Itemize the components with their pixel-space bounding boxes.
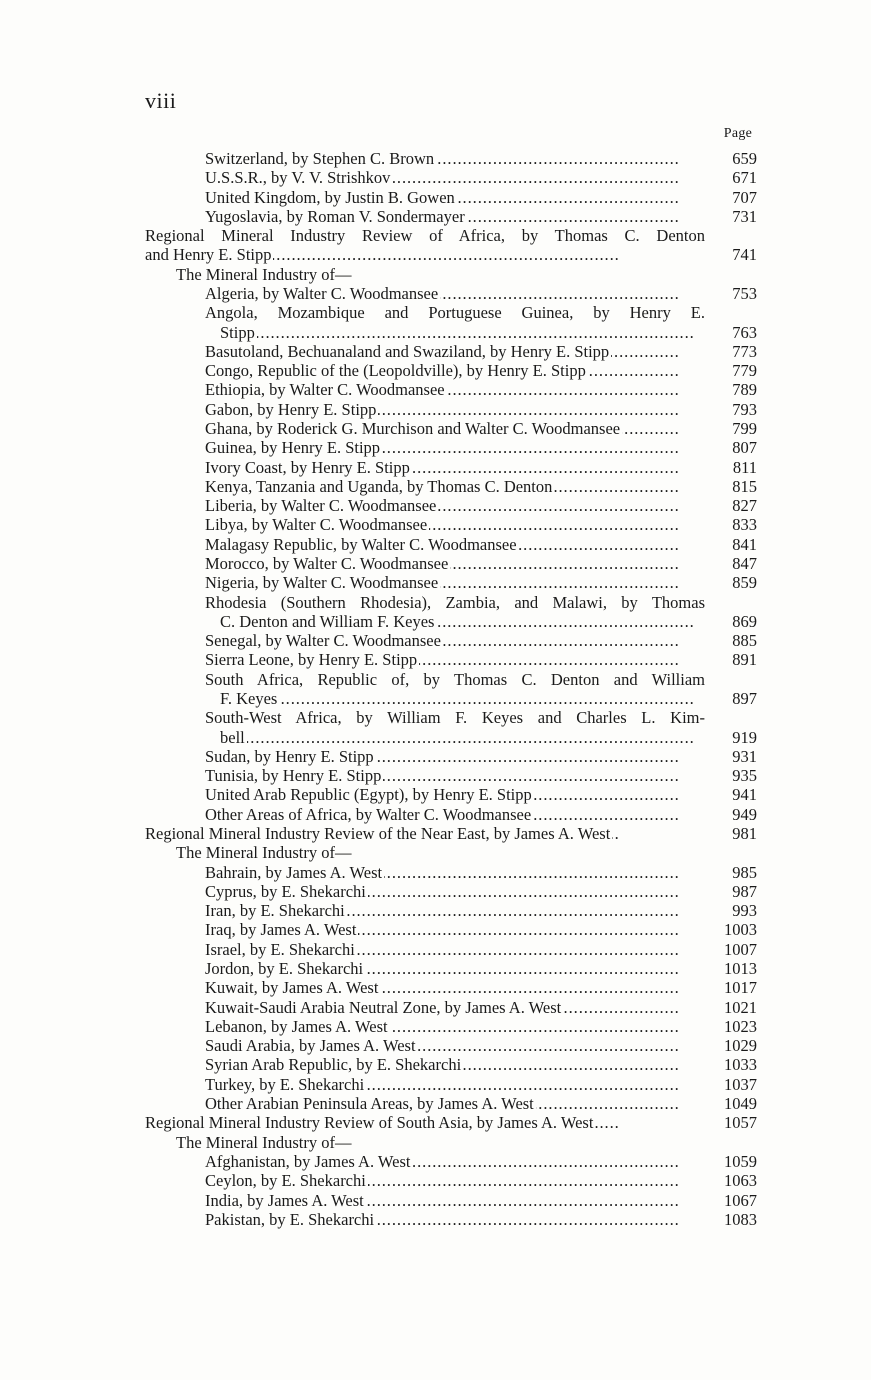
toc-entry-title-text: Guinea, by Henry E. Stipp <box>205 438 381 458</box>
toc-entry-page: 1029 <box>724 1036 757 1056</box>
toc-entry <box>0 631 871 650</box>
toc-entry-page: 763 <box>732 322 757 342</box>
page-number: viii <box>145 88 177 113</box>
toc-entry <box>0 882 871 901</box>
toc-entry-page: 807 <box>732 438 757 458</box>
toc-entry-title-text: and Henry E. Stipp <box>145 245 272 265</box>
toc-entry-title <box>205 766 705 785</box>
toc-entry <box>0 303 871 342</box>
toc-entry-title <box>205 863 705 882</box>
toc-entry-title <box>205 400 705 419</box>
toc-entry <box>0 978 871 997</box>
toc-entry <box>0 554 871 573</box>
toc-entry-page: 1021 <box>724 997 757 1017</box>
toc-entry-title <box>220 323 705 342</box>
toc-entry-title <box>205 284 705 303</box>
toc-entry-page: 847 <box>732 554 757 574</box>
toc-entry-page: 931 <box>732 746 757 766</box>
toc-entry <box>0 515 871 534</box>
toc-entry-page: 1007 <box>724 939 757 959</box>
toc-entry-title-line1: Rhodesia (Southern Rhodesia), Zambia, and Malawi, by Thomas <box>205 592 705 612</box>
toc-entry <box>0 1113 871 1132</box>
toc-entry-page: 1013 <box>724 959 757 978</box>
toc-entry-title-text: Malagasy Republic, by Walter C. Woodmansee <box>205 534 517 554</box>
toc-entry-page: 1033 <box>724 1055 757 1075</box>
toc-entry-title-text: Algeria, by Walter C. Woodmansee <box>205 283 439 303</box>
toc-entry <box>0 998 871 1017</box>
toc-entry-title <box>205 458 705 477</box>
toc-entry-page: 935 <box>732 766 757 786</box>
toc-entry-title <box>220 728 705 747</box>
toc-entry-page: 981 <box>732 823 757 843</box>
toc-entry-title-text: Saudi Arabia, by James A. West <box>205 1036 416 1056</box>
toc-entry <box>0 149 871 168</box>
toc-entry <box>0 1191 871 1210</box>
toc-entry-title-text: United Arab Republic (Egypt), by Henry E. Stipp <box>205 785 532 805</box>
toc-section-header <box>0 1133 871 1152</box>
toc-entry <box>0 1152 871 1171</box>
toc-entry <box>0 496 871 515</box>
toc-entry-title-text: Kenya, Tanzania and Uganda, by Thomas C. Denton <box>205 476 553 496</box>
toc-entry-page: 891 <box>732 650 757 670</box>
toc-entry-title-text: bell <box>220 727 245 747</box>
toc-entry-title <box>205 805 705 824</box>
toc-entry <box>0 168 871 187</box>
toc-entry-title-text: Senegal, by Walter C. Woodmansee <box>205 631 441 651</box>
toc-entry-page: 659 <box>732 149 757 168</box>
toc-entry <box>0 226 871 265</box>
toc-entry-title-text: Basutoland, Bechuanaland and Swaziland, by Henry E. Stipp <box>205 341 610 361</box>
toc-entry-title <box>205 650 705 669</box>
toc-entry-page: 833 <box>732 515 757 535</box>
toc-entry-title <box>205 1017 705 1036</box>
toc-section-header <box>0 843 871 862</box>
toc-entry-title-text: Israel, by E. Shekarchi <box>205 939 355 959</box>
toc-entry-title <box>145 1113 705 1132</box>
toc-entry-page: 859 <box>732 573 757 593</box>
toc-entry-title-text: Syrian Arab Republic, by E. Shekarchi <box>205 1055 462 1075</box>
toc-entry-title-text: Liberia, by Walter C. Woodmansee <box>205 496 437 516</box>
toc-entry <box>0 863 871 882</box>
toc-entry-title <box>205 496 705 515</box>
toc-entry-title-text: Kuwait-Saudi Arabia Neutral Zone, by James A. West <box>205 997 562 1017</box>
toc-entry-title-text: Ceylon, by E. Shekarchi <box>205 1171 366 1191</box>
toc-entry-page: 815 <box>732 476 757 496</box>
toc-entry <box>0 573 871 592</box>
toc-entry-title-text: Kuwait, by James A. West <box>205 978 379 998</box>
toc-entry <box>0 458 871 477</box>
toc-entry-page: 1067 <box>724 1190 757 1210</box>
toc-entry-title <box>205 1055 705 1074</box>
toc-entry-title-text: Tunisia, by Henry E. Stipp <box>205 766 382 786</box>
toc-entry <box>0 1055 871 1074</box>
toc-entry-title-text: Iraq, by James A. West <box>205 920 357 940</box>
toc-entry-title <box>205 1152 705 1171</box>
toc-entry <box>0 380 871 399</box>
table-of-contents <box>0 149 871 1229</box>
toc-entry-title-text: Bahrain, by James A. West <box>205 862 383 882</box>
toc-entry-page: 827 <box>732 496 757 516</box>
toc-entry <box>0 1210 871 1229</box>
toc-entry-title <box>176 1133 705 1152</box>
toc-entry <box>0 1036 871 1055</box>
toc-entry-page: 985 <box>732 862 757 882</box>
toc-entry-title-text: Libya, by Walter C. Woodmansee <box>205 515 428 535</box>
toc-entry <box>0 920 871 939</box>
toc-entry <box>0 708 871 747</box>
toc-entry-title <box>205 959 705 978</box>
toc-entry-title <box>205 188 705 207</box>
toc-entry-title <box>205 1171 705 1190</box>
toc-entry-page: 799 <box>732 418 757 438</box>
toc-entry-title <box>205 978 705 997</box>
toc-entry-title <box>205 631 705 650</box>
toc-entry-title-text: Yugoslavia, by Roman V. Sondermayer <box>205 206 465 226</box>
toc-entry-page: 1059 <box>724 1151 757 1171</box>
toc-entry-title-text: U.S.S.R., by V. V. Strishkov <box>205 168 391 188</box>
toc-entry-page: 869 <box>732 611 757 631</box>
toc-entry <box>0 959 871 978</box>
toc-entry-title <box>205 1094 705 1113</box>
toc-entry <box>0 438 871 457</box>
toc-entry-title-text: Afghanistan, by James A. West <box>205 1151 411 1171</box>
toc-entry-page: 949 <box>732 804 757 824</box>
toc-entry-title <box>205 1210 705 1229</box>
toc-entry-title <box>145 245 705 264</box>
toc-entry-page: 885 <box>732 631 757 651</box>
toc-entry-title <box>205 573 705 592</box>
toc-entry-page: 671 <box>732 168 757 188</box>
toc-entry-title-text: The Mineral Industry of— <box>176 843 352 863</box>
toc-entry <box>0 284 871 303</box>
toc-entry-page: 789 <box>732 380 757 400</box>
toc-entry-title <box>145 824 705 843</box>
toc-entry-page: 707 <box>732 187 757 207</box>
toc-entry <box>0 1017 871 1036</box>
toc-entry-title-text: Ethiopia, by Walter C. Woodmansee <box>205 380 445 400</box>
toc-entry-title-text: Other Areas of Africa, by Walter C. Woodmansee <box>205 804 532 824</box>
toc-entry <box>0 207 871 226</box>
toc-entry-title <box>205 882 705 901</box>
toc-entry <box>0 342 871 361</box>
toc-entry-title <box>205 1075 705 1094</box>
toc-entry-page: 941 <box>732 785 757 805</box>
toc-entry <box>0 824 871 843</box>
toc-entry-title-text: Ivory Coast, by Henry E. Stipp <box>205 457 410 477</box>
page-column-heading: Page <box>723 126 753 141</box>
toc-entry-page: 993 <box>732 901 757 921</box>
toc-entry-title <box>205 380 705 399</box>
toc-entry-title-text: Pakistan, by E. Shekarchi <box>205 1209 375 1229</box>
toc-entry <box>0 477 871 496</box>
toc-entry-page: 1057 <box>724 1113 757 1133</box>
toc-entry-page: 897 <box>732 689 757 709</box>
toc-entry-title-text: C. Denton and William F. Keyes <box>220 611 435 631</box>
toc-entry-page: 731 <box>732 206 757 226</box>
toc-entry-title <box>205 361 705 380</box>
toc-entry-title-text: Sierra Leone, by Henry E. Stipp <box>205 650 418 670</box>
toc-entry-title-text: F. Keyes <box>220 689 278 709</box>
toc-entry-title <box>205 901 705 920</box>
toc-entry <box>0 785 871 804</box>
toc-entry-title-text: Switzerland, by Stephen C. Brown <box>205 149 435 168</box>
toc-entry-title-text: The Mineral Industry of— <box>176 264 352 284</box>
toc-entry-title-text: Gabon, by Henry E. Stipp <box>205 399 377 419</box>
toc-entry-page: 811 <box>732 457 757 477</box>
toc-entry <box>0 766 871 785</box>
toc-entry-title <box>205 149 705 168</box>
toc-entry-page: 753 <box>732 283 757 303</box>
toc-entry-title <box>205 438 705 457</box>
toc-entry <box>0 419 871 438</box>
toc-entry-title-text: Ghana, by Roderick G. Murchison and Walter C. Woodmansee <box>205 418 621 438</box>
toc-entry <box>0 535 871 554</box>
toc-entry-title-line1: South-West Africa, by William F. Keyes and Charles L. Kim- <box>205 708 705 728</box>
toc-entry-title-text: Turkey, by E. Shekarchi <box>205 1074 365 1094</box>
toc-entry-title-text: Morocco, by Walter C. Woodmansee <box>205 554 449 574</box>
toc-entry-title <box>176 843 705 862</box>
toc-entry-page: 1049 <box>724 1094 757 1114</box>
toc-entry-page: 741 <box>732 245 757 265</box>
toc-entry-title-text: Iran, by E. Shekarchi <box>205 901 345 921</box>
toc-entry-title-text: Regional Mineral Industry Review of the Near East, by James A. West <box>145 823 611 843</box>
toc-section-header <box>0 265 871 284</box>
toc-entry-title-text: Jordon, by E. Shekarchi <box>205 959 364 978</box>
toc-entry-title-text: Congo, Republic of the (Leopoldville), by Henry E. Stipp <box>205 361 586 381</box>
toc-entry-title-text: Lebanon, by James A. West <box>205 1016 388 1036</box>
toc-entry-title-text: Sudan, by Henry E. Stipp <box>205 746 374 766</box>
toc-entry-page: 1083 <box>724 1209 757 1229</box>
toc-entry <box>0 670 871 709</box>
toc-entry-title <box>176 265 705 284</box>
toc-entry-page: 793 <box>732 399 757 419</box>
toc-entry <box>0 593 871 632</box>
toc-entry-title <box>205 515 705 534</box>
toc-entry <box>0 650 871 669</box>
toc-entry <box>0 400 871 419</box>
toc-entry-title <box>205 342 705 361</box>
toc-entry-page: 779 <box>732 361 757 381</box>
toc-entry-page: 773 <box>732 341 757 361</box>
toc-entry <box>0 361 871 380</box>
toc-entry <box>0 188 871 207</box>
toc-entry-title <box>205 419 705 438</box>
toc-entry-title <box>205 940 705 959</box>
toc-entry <box>0 901 871 920</box>
toc-entry <box>0 1075 871 1094</box>
toc-entry <box>0 1094 871 1113</box>
toc-entry-title <box>220 612 705 631</box>
toc-entry-title <box>205 1036 705 1055</box>
toc-entry-title-line1: South Africa, Republic of, by Thomas C. Denton and William <box>205 669 705 689</box>
toc-entry <box>0 805 871 824</box>
toc-entry-title <box>205 998 705 1017</box>
toc-entry-title-line1: Regional Mineral Industry Review of Africa, by Thomas C. Denton <box>145 226 705 246</box>
toc-entry-title-text: Other Arabian Peninsula Areas, by James A. West <box>205 1094 534 1114</box>
toc-entry-page: 919 <box>732 727 757 747</box>
toc-entry-title-text: United Kingdom, by Justin B. Gowen <box>205 187 455 207</box>
toc-entry-page: 1017 <box>724 978 757 998</box>
toc-entry-title-text: Stipp <box>220 322 255 342</box>
toc-entry-title <box>205 168 705 187</box>
toc-entry-title-text: The Mineral Industry of— <box>176 1132 352 1152</box>
toc-entry-title <box>205 785 705 804</box>
toc-entry-title <box>205 535 705 554</box>
toc-entry-title <box>205 1191 705 1210</box>
toc-entry-title <box>205 920 705 939</box>
toc-entry-title <box>220 689 705 708</box>
toc-entry-title-text: India, by James A. West <box>205 1190 364 1210</box>
toc-entry-title <box>205 207 705 226</box>
toc-entry-page: 1003 <box>724 920 757 940</box>
toc-entry <box>0 1171 871 1190</box>
toc-entry-title-line1: Angola, Mozambique and Portuguese Guinea, by Henry E. <box>205 303 705 323</box>
toc-entry-page: 841 <box>732 534 757 554</box>
toc-entry-title-text: Nigeria, by Walter C. Woodmansee <box>205 573 439 593</box>
toc-entry-title <box>205 747 705 766</box>
toc-entry-title <box>205 554 705 573</box>
toc-entry-title <box>205 477 705 496</box>
toc-entry-page: 987 <box>732 881 757 901</box>
toc-entry <box>0 940 871 959</box>
toc-entry-title-text: Regional Mineral Industry Review of South Asia, by James A. West <box>145 1113 594 1133</box>
toc-entry-page: 1023 <box>724 1016 757 1036</box>
toc-entry-title-text: Cyprus, by E. Shekarchi <box>205 881 366 901</box>
toc-entry-page: 1063 <box>724 1171 757 1191</box>
toc-entry-page: 1037 <box>724 1074 757 1094</box>
toc-entry <box>0 747 871 766</box>
